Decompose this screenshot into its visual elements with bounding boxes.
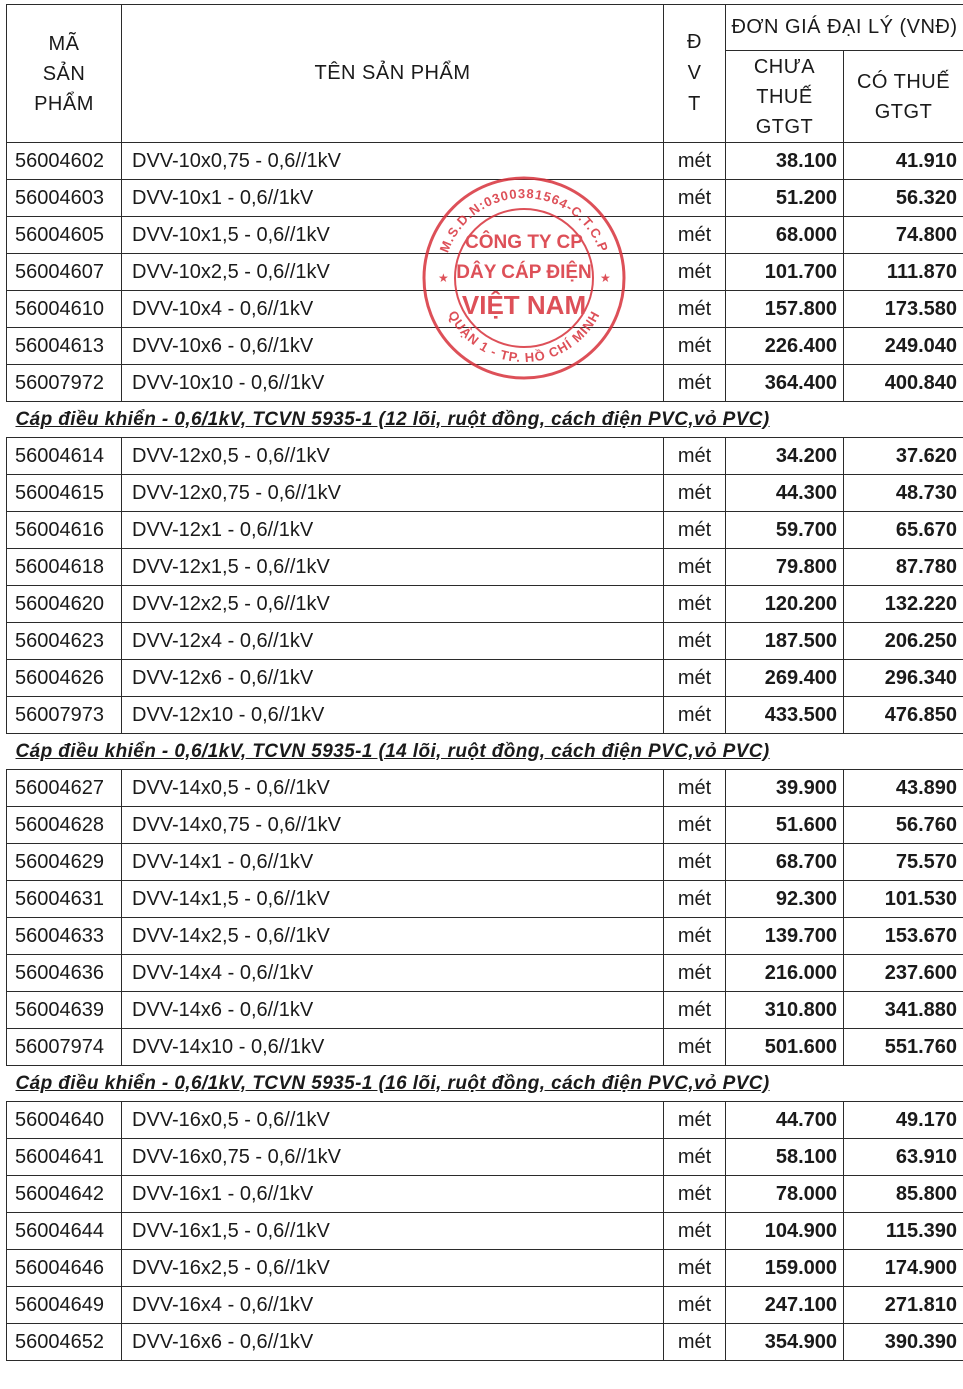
price-vat-cell: 400.840	[844, 365, 963, 402]
price-table	[6, 4, 963, 1361]
product-name-cell: DVV-16x1 - 0,6//1kV	[122, 1176, 664, 1213]
product-code-cell: 56004623	[7, 623, 122, 660]
price-no-vat-cell: 139.700	[726, 918, 844, 955]
stamp-text-line1: CÔNG TY CP	[465, 232, 583, 253]
product-code-cell: 56004649	[7, 1287, 122, 1324]
table-row	[7, 807, 963, 844]
product-name-cell: DVV-10x1,5 - 0,6//1kV	[122, 217, 664, 254]
product-code-cell: 56004618	[7, 549, 122, 586]
table-row	[7, 623, 963, 660]
table-row	[7, 365, 963, 402]
product-name-cell: DVV-12x2,5 - 0,6//1kV	[122, 586, 664, 623]
product-code-cell: 56004614	[7, 438, 122, 475]
product-code-cell: 56004633	[7, 918, 122, 955]
section-heading: Cáp điều khiển - 0,6/1kV, TCVN 5935-1 (14 lõi, ruột đồng, cách điện PVC,vỏ PVC)	[7, 734, 963, 770]
section-heading-row	[7, 402, 963, 438]
table-row	[7, 1029, 963, 1066]
unit-cell: mét	[664, 1102, 726, 1139]
price-vat-cell: 41.910	[844, 143, 963, 180]
unit-cell: mét	[664, 291, 726, 328]
table-row	[7, 955, 963, 992]
header-price-vat-line: GTGT	[874, 100, 933, 123]
product-code-cell: 56004620	[7, 586, 122, 623]
price-no-vat-cell: 310.800	[726, 992, 844, 1029]
price-vat-cell: 75.570	[844, 844, 963, 881]
price-vat-cell: 132.220	[844, 586, 963, 623]
price-vat-cell: 115.390	[844, 1213, 963, 1250]
product-name-cell: DVV-14x1,5 - 0,6//1kV	[122, 881, 664, 918]
product-code-cell: 56004646	[7, 1250, 122, 1287]
price-no-vat-cell: 59.700	[726, 512, 844, 549]
product-name-cell: DVV-14x1 - 0,6//1kV	[122, 844, 664, 881]
product-code-cell: 56004607	[7, 254, 122, 291]
product-code-cell: 56004627	[7, 770, 122, 807]
product-name-cell: DVV-16x4 - 0,6//1kV	[122, 1287, 664, 1324]
price-no-vat-cell: 51.200	[726, 180, 844, 217]
table-row	[7, 1213, 963, 1250]
table-row	[7, 1176, 963, 1213]
product-name-cell: DVV-14x0,75 - 0,6//1kV	[122, 807, 664, 844]
price-no-vat-cell: 364.400	[726, 365, 844, 402]
table-row	[7, 697, 963, 734]
table-row	[7, 1250, 963, 1287]
header-price-vat-line: CÓ THUẾ	[856, 70, 951, 93]
price-vat-cell: 48.730	[844, 475, 963, 512]
price-vat-cell: 56.320	[844, 180, 963, 217]
stamp-text-line2: DÂY CÁP ĐIỆN	[456, 262, 592, 283]
price-no-vat-cell: 120.200	[726, 586, 844, 623]
price-no-vat-cell: 68.000	[726, 217, 844, 254]
price-no-vat-cell: 226.400	[726, 328, 844, 365]
table-row	[7, 512, 963, 549]
price-vat-cell: 237.600	[844, 955, 963, 992]
price-no-vat-cell: 216.000	[726, 955, 844, 992]
table-row	[7, 1102, 963, 1139]
header-price-no-vat	[726, 51, 844, 143]
product-code-cell: 56004610	[7, 291, 122, 328]
unit-cell: mét	[664, 512, 726, 549]
product-name-cell: DVV-12x1 - 0,6//1kV	[122, 512, 664, 549]
table-row	[7, 992, 963, 1029]
price-vat-cell: 153.670	[844, 918, 963, 955]
price-no-vat-cell: 159.000	[726, 1250, 844, 1287]
price-no-vat-cell: 51.600	[726, 807, 844, 844]
price-no-vat-cell: 101.700	[726, 254, 844, 291]
unit-cell: mét	[664, 918, 726, 955]
stamp-ring-top-text: M.S.D.N:0300381564-C.T.C.P	[436, 185, 612, 255]
price-vat-cell: 37.620	[844, 438, 963, 475]
section-heading: Cáp điều khiển - 0,6/1kV, TCVN 5935-1 (12 lõi, ruột đồng, cách điện PVC,vỏ PVC)	[7, 402, 963, 438]
unit-cell: mét	[664, 365, 726, 402]
product-name-cell: DVV-12x1,5 - 0,6//1kV	[122, 549, 664, 586]
price-vat-cell: 87.780	[844, 549, 963, 586]
svg-text:★: ★	[438, 271, 449, 285]
unit-cell: mét	[664, 881, 726, 918]
price-no-vat-cell: 58.100	[726, 1139, 844, 1176]
product-name-cell: DVV-10x4 - 0,6//1kV	[122, 291, 664, 328]
price-no-vat-cell: 68.700	[726, 844, 844, 881]
header-code-line: PHẨM	[34, 92, 94, 115]
unit-cell: mét	[664, 254, 726, 291]
product-code-cell: 56004628	[7, 807, 122, 844]
product-name-cell: DVV-12x0,5 - 0,6//1kV	[122, 438, 664, 475]
product-name-cell: DVV-14x0,5 - 0,6//1kV	[122, 770, 664, 807]
product-name-cell: DVV-16x1,5 - 0,6//1kV	[122, 1213, 664, 1250]
unit-cell: mét	[664, 623, 726, 660]
stamp-ring-bottom-text: QUẬN 1 - TP. HỒ CHÍ MINH	[445, 308, 603, 366]
table-row	[7, 217, 963, 254]
table-row	[7, 1139, 963, 1176]
price-no-vat-cell: 78.000	[726, 1176, 844, 1213]
product-code-cell: 56004605	[7, 217, 122, 254]
header-unit	[664, 5, 726, 143]
unit-cell: mét	[664, 1029, 726, 1066]
product-name-cell: DVV-16x0,5 - 0,6//1kV	[122, 1102, 664, 1139]
unit-cell: mét	[664, 1213, 726, 1250]
header-code-line: MÃ	[48, 32, 80, 55]
product-name-cell: DVV-12x6 - 0,6//1kV	[122, 660, 664, 697]
product-name-cell: DVV-14x4 - 0,6//1kV	[122, 955, 664, 992]
price-vat-cell: 174.900	[844, 1250, 963, 1287]
price-no-vat-cell: 39.900	[726, 770, 844, 807]
product-code-cell: 56004602	[7, 143, 122, 180]
section-heading-row	[7, 1066, 963, 1102]
unit-cell: mét	[664, 807, 726, 844]
price-vat-cell: 111.870	[844, 254, 963, 291]
product-code-cell: 56004615	[7, 475, 122, 512]
svg-text:★: ★	[600, 271, 611, 285]
price-list-page	[6, 4, 963, 1361]
unit-cell: mét	[664, 1250, 726, 1287]
unit-cell: mét	[664, 770, 726, 807]
unit-cell: mét	[664, 180, 726, 217]
unit-cell: mét	[664, 549, 726, 586]
product-code-cell: 56004629	[7, 844, 122, 881]
unit-cell: mét	[664, 586, 726, 623]
product-code-cell: 56004631	[7, 881, 122, 918]
table-row	[7, 1324, 963, 1361]
price-vat-cell: 101.530	[844, 881, 963, 918]
header-price-group: ĐƠN GIÁ ĐẠI LÝ (VNĐ)	[726, 5, 963, 51]
product-code-cell: 56004616	[7, 512, 122, 549]
table-row	[7, 660, 963, 697]
product-code-cell: 56004642	[7, 1176, 122, 1213]
price-vat-cell: 49.170	[844, 1102, 963, 1139]
header-unit-line: T	[688, 93, 701, 115]
price-vat-cell: 173.580	[844, 291, 963, 328]
table-row	[7, 770, 963, 807]
product-code-cell: 56007974	[7, 1029, 122, 1066]
table-row	[7, 438, 963, 475]
table-row	[7, 180, 963, 217]
price-vat-cell: 43.890	[844, 770, 963, 807]
product-name-cell: DVV-16x6 - 0,6//1kV	[122, 1324, 664, 1361]
price-vat-cell: 390.390	[844, 1324, 963, 1361]
header-unit-line: Đ	[687, 31, 702, 53]
product-code-cell: 56004652	[7, 1324, 122, 1361]
price-vat-cell: 551.760	[844, 1029, 963, 1066]
table-row	[7, 881, 963, 918]
unit-cell: mét	[664, 955, 726, 992]
product-code-cell: 56004636	[7, 955, 122, 992]
unit-cell: mét	[664, 1139, 726, 1176]
product-name-cell: DVV-14x2,5 - 0,6//1kV	[122, 918, 664, 955]
product-name-cell: DVV-12x10 - 0,6//1kV	[122, 697, 664, 734]
section-heading-row	[7, 734, 963, 770]
section-heading: Cáp điều khiển - 0,6/1kV, TCVN 5935-1 (16 lõi, ruột đồng, cách điện PVC,vỏ PVC)	[7, 1066, 963, 1102]
product-name-cell: DVV-10x2,5 - 0,6//1kV	[122, 254, 664, 291]
table-row	[7, 549, 963, 586]
stamp-text-line3: VIỆT NAM	[461, 290, 587, 320]
table-header	[7, 5, 963, 143]
price-vat-cell: 74.800	[844, 217, 963, 254]
product-name-cell: DVV-12x0,75 - 0,6//1kV	[122, 475, 664, 512]
product-code-cell: 56004644	[7, 1213, 122, 1250]
price-no-vat-cell: 187.500	[726, 623, 844, 660]
product-code-cell: 56004641	[7, 1139, 122, 1176]
price-no-vat-cell: 79.800	[726, 549, 844, 586]
header-price-vat	[844, 51, 963, 143]
price-vat-cell: 63.910	[844, 1139, 963, 1176]
price-vat-cell: 65.670	[844, 512, 963, 549]
product-code-cell: 56004639	[7, 992, 122, 1029]
header-price-no-vat-line: THUẾ	[756, 85, 813, 108]
price-no-vat-cell: 269.400	[726, 660, 844, 697]
unit-cell: mét	[664, 660, 726, 697]
product-code-cell: 56004640	[7, 1102, 122, 1139]
table-row	[7, 291, 963, 328]
unit-cell: mét	[664, 438, 726, 475]
price-no-vat-cell: 247.100	[726, 1287, 844, 1324]
unit-cell: mét	[664, 475, 726, 512]
table-row	[7, 254, 963, 291]
price-vat-cell: 206.250	[844, 623, 963, 660]
header-price-no-vat-line: GTGT	[755, 115, 814, 138]
product-name-cell: DVV-10x6 - 0,6//1kV	[122, 328, 664, 365]
product-name-cell: DVV-10x1 - 0,6//1kV	[122, 180, 664, 217]
product-name-cell: DVV-10x10 - 0,6//1kV	[122, 365, 664, 402]
price-no-vat-cell: 354.900	[726, 1324, 844, 1361]
price-no-vat-cell: 44.300	[726, 475, 844, 512]
product-name-cell: DVV-10x0,75 - 0,6//1kV	[122, 143, 664, 180]
header-price-no-vat-line: CHƯA	[753, 55, 816, 78]
unit-cell: mét	[664, 143, 726, 180]
product-code-cell: 56007973	[7, 697, 122, 734]
header-product-code	[7, 5, 122, 143]
unit-cell: mét	[664, 697, 726, 734]
price-no-vat-cell: 92.300	[726, 881, 844, 918]
price-vat-cell: 296.340	[844, 660, 963, 697]
unit-cell: mét	[664, 992, 726, 1029]
table-row	[7, 475, 963, 512]
price-no-vat-cell: 501.600	[726, 1029, 844, 1066]
price-vat-cell: 56.760	[844, 807, 963, 844]
table-row	[7, 1287, 963, 1324]
product-code-cell: 56007972	[7, 365, 122, 402]
price-vat-cell: 341.880	[844, 992, 963, 1029]
price-vat-cell: 249.040	[844, 328, 963, 365]
unit-cell: mét	[664, 1324, 726, 1361]
table-row	[7, 328, 963, 365]
price-no-vat-cell: 38.100	[726, 143, 844, 180]
table-row	[7, 844, 963, 881]
header-unit-line: V	[687, 62, 702, 84]
price-no-vat-cell: 157.800	[726, 291, 844, 328]
price-no-vat-cell: 104.900	[726, 1213, 844, 1250]
price-no-vat-cell: 34.200	[726, 438, 844, 475]
product-code-cell: 56004603	[7, 180, 122, 217]
table-row	[7, 918, 963, 955]
table-row	[7, 586, 963, 623]
table-row	[7, 143, 963, 180]
unit-cell: mét	[664, 1176, 726, 1213]
product-name-cell: DVV-14x6 - 0,6//1kV	[122, 992, 664, 1029]
unit-cell: mét	[664, 328, 726, 365]
table-body	[7, 143, 963, 1361]
price-vat-cell: 85.800	[844, 1176, 963, 1213]
unit-cell: mét	[664, 1287, 726, 1324]
product-name-cell: DVV-16x2,5 - 0,6//1kV	[122, 1250, 664, 1287]
header-product-name: TÊN SẢN PHẨM	[122, 5, 664, 143]
unit-cell: mét	[664, 844, 726, 881]
price-vat-cell: 271.810	[844, 1287, 963, 1324]
unit-cell: mét	[664, 217, 726, 254]
product-code-cell: 56004613	[7, 328, 122, 365]
product-code-cell: 56004626	[7, 660, 122, 697]
price-no-vat-cell: 433.500	[726, 697, 844, 734]
product-name-cell: DVV-16x0,75 - 0,6//1kV	[122, 1139, 664, 1176]
header-code-line: SẢN	[42, 62, 86, 85]
price-no-vat-cell: 44.700	[726, 1102, 844, 1139]
price-vat-cell: 476.850	[844, 697, 963, 734]
product-name-cell: DVV-12x4 - 0,6//1kV	[122, 623, 664, 660]
product-name-cell: DVV-14x10 - 0,6//1kV	[122, 1029, 664, 1066]
